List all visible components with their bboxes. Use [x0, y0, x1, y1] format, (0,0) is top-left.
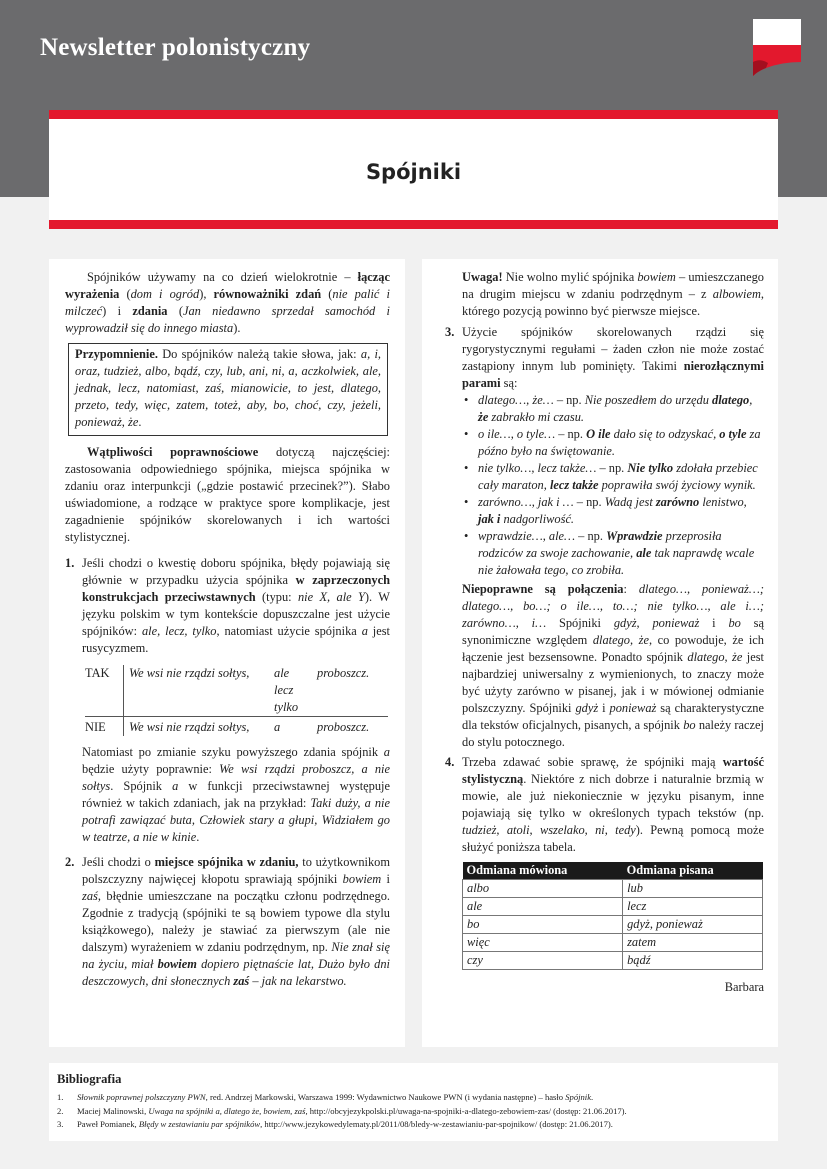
bibliography-title: Bibliografia [57, 1072, 122, 1086]
table-header-row: Odmiana mówiona Odmiana pisana [463, 862, 763, 880]
point-2: 2. Jeśli chodzi o miejsce spójnika w zdaniu, to użytkownikom polszczyzny najwięcej kłopotu sprawiają spójniki bowiem i zaś, błędnie umieszczane na początku członu podrzędnego. Zgodnie z tradycją (spójniki te są bowiem typowe dla stylu książkowego), należy je stawiać za pierwszym (ale nie dalszym) wyrażeniem w zdaniu podrzędnym, np. Nie znał się na życiu, miał bowiem dopiero piętnaście lat, Dużo było dni deszczowych, dni słonecznych zaś – jak na lekarstwo. [65, 855, 391, 988]
bibliography-item: 3. Paweł Pomianek, Błędy w zestawianiu par spójników, http://www.jezykowedylematy.pl/2011/08/bledy-w-zestawianiu-par-spojnikow/ (dostęp: 21.06.2017). [57, 1119, 613, 1129]
newsletter-title: Newsletter polonistyczny [40, 34, 311, 61]
polish-flag-icon [752, 18, 802, 76]
list-item: • dlatego…, że… – np. Nie poszedłem do urzędu dlatego, że zabrakło mi czasu. [464, 393, 753, 424]
title-box [49, 110, 778, 229]
list-item: • nie tylko…, lecz także… – np. Nie tylko zdołała przebiec cały maraton, lecz także poprawiła swój życiowy wynik. [464, 461, 758, 492]
table-row: czy bądź [463, 952, 763, 970]
left-column [49, 259, 405, 1047]
reminder-box: Przypomnienie. Do spójników należą takie słowa, jak: a, i, oraz, tudzież, albo, bądź, czy, lub, ani, ni, a, aczkolwiek, ale, jednak, lecz, natomiast, zaś, mianowicie, to jest, dlatego, przeto, tedy, więc, zatem, toteż, aby, bo, choć, czy, jeżeli, ponieważ, że. [68, 343, 388, 436]
doubts-paragraph: Wątpliwości poprawnościowe dotyczą najczęściej: zastosowania odpowiedniego spójnika, miejsca spójnika w zdaniu oraz interpunkcji („gdzie postawić przecinek?”). Słabo uświadomione, a rodzące w praktyce spore komplikacje, jest zagadnienie spójników skorelowanych i ich wartości stylistycznej. [65, 445, 390, 544]
incorrect-paragraph: Niepoprawne są połączenia: dlatego…, ponieważ…; dlatego…, bo…; o ile…, to…; nie tylko…, ale i…; zarówno…, i… Spójniki gdyż, ponieważ i bo są synonimiczne względem dlatego, że, co powoduje, że ich łączenie jest bezsensowne. Ponadto spójnik dlatego, że jest najbardziej uniwersalny z wymienionych, to znaczy może być użyty zarówno w pisanej, jak i w mówionej odmianie polszczyzny. Spójniki gdyż i ponieważ są charakterystyczne dla tekstów oficjalnych, pisanych, a spójnik bo należy raczej do stylu potocznego. [462, 582, 765, 749]
list-item: • wprawdzie…, ale… – np. Wprawdzie przeprosiła rodziców za swoje zachowanie, ale tak naprawdę wcale nie żałowała tego, co zrobiła. [464, 529, 755, 577]
intro-paragraph: Spójników używamy na co dzień wielokrotnie – łącząc wyrażenia (dom i ogród), równoważniki zdań (nie palić i milczeć) i zdania (Jan niedawno sprzedał samochód i wyprowadził się do innego miasta). [65, 270, 390, 335]
point-3: 3. Użycie spójników skorelowanych rządzi się rygorystycznymi regułami – żaden człon nie może zostać zastąpiony innym lub pominięty. Takimi nierozłącznymi parami są: • dlatego…, że… – np. Nie poszedłem do urzędu dlatego, że zabrakło mi czasu. • o ile…, o tyle… – np. O ile dało się to odzyskać, o tyle za późno było na świętowanie. • nie tylko…, lecz także… – np. Nie tylko zdołała przebiec cały maraton, lecz także poprawiła swój życiowy wynik. • zarówno…, jak i … – np. Wadą jest zarówno lenistwo, jak i nadgorliwość. • wprawdzie…, ale… – np. Wprawdzie przeprosiła rodziców za swoje zachowanie, ale tak naprawdę wcale nie żałowała tego, co zrobiła. Niepoprawne są połączenia: dlatego…, ponieważ…; dlatego…, bo…; o ile…, to…; nie tylko…, ale i…; zarówno…, i… Spójniki gdyż, ponieważ i bo są synonimiczne względem dlatego, że, co powoduje, że ich łączenie jest bezsensowne. Ponadto spójnik dlatego, że jest najbardziej uniwersalny z wymienionych, to znaczy może być użyty zarówno w pisanej, jak i w mówionej odmianie polszczyzny. Spójniki gdyż i ponieważ są charakterystyczne dla tekstów oficjalnych, pisanych, a spójnik bo należy raczej do stylu potocznego. [445, 325, 765, 749]
point-4: 4. Trzeba zdawać sobie sprawę, że spójniki mają wartość stylistyczną. Niektóre z nich dobrze i naturalnie brzmią w mowie, ale już niekoniecznie w języku pisanym, inne pojawiają się tylko w określonych typach tekstów (np. tudzież, atoli, wszelako, ni, tedy). Pewną pomocą może służyć poniższa tabela. Odmiana mówiona Odmiana pisana albo lub ale lecz bo gdyż, ponieważ więc zatem czy bądź [445, 754, 764, 970]
table-row: bo gdyż, ponieważ [463, 916, 763, 934]
table-row: TAK We wsi nie rządzi sołtys, ale lecz tylko proboszcz. [85, 665, 388, 717]
table-row: więc zatem [463, 934, 763, 952]
point-1: 1. Jeśli chodzi o kwestię doboru spójnika, błędy pojawiają się głównie w przypadku użycia spójnika w zaprzeczonych konstrukcjach przeciwstawnych (typu: nie X, ale Y). W języku polskim w tym kontekście dopuszczalne jest użycie spójników: ale, lecz, tylko, natomiast użycie spójnika a jest rusycyzmem. TAK We wsi nie rządzi sołtys, ale lecz tylko proboszcz. NIE We wsi nie rządzi sołtys, a proboszcz. Natomiast po zmianie szyku powyższego zdania spójnik a będzie użyty poprawnie: We wsi rządzi proboszcz, a nie sołtys. Spójnik a w funkcji przeciwstawnej występuje również w takich zdaniach, jak na przykład: Taki duży, a nie potrafi zawiązać buta, Człowiek stary a głupi, Widziałem go w teatrze, a nie w kinie. [65, 556, 390, 844]
list-item: • o ile…, o tyle… – np. O ile dało się to odzyskać, o tyle za późno było na świętowanie. [464, 427, 761, 458]
right-column [422, 259, 778, 1047]
bibliography-item: 2. Maciej Malinowski, Uwaga na spójniki a, dlatego że, bowiem, zaś, http://obcyjezykpolski.pl/uwaga-na-spojniki-a-dlatego-zebowiem-zas/ (dostęp: 21.06.2017). [57, 1105, 627, 1116]
warning-paragraph: Uwaga! Nie wolno mylić spójnika bowiem – umieszczanego na drugim miejscu w zdaniu podrzędnym – z albowiem, którego pozycją powinno być pierwsze miejsce. [462, 270, 765, 318]
page-title: Spójniki [365, 160, 462, 184]
table-row: ale lecz [463, 898, 763, 916]
bibliography [49, 1063, 778, 1141]
table-row: albo lub [463, 880, 763, 898]
pairs-list [462, 392, 764, 579]
list-item: • zarówno…, jak i … – np. Wadą jest zarówno lenistwo, jak i nadgorliwość. [464, 495, 747, 526]
author: Barbara [724, 980, 764, 994]
example-table [85, 665, 388, 736]
bibliography-item: 1. Słownik poprawnej polszczyzny PWN, red. Andrzej Markowski, Warszawa 1999: Wydawnictwo Naukowe PWN (i wydania następne) – hasło Spójnik. [57, 1092, 594, 1102]
table-row: NIE We wsi nie rządzi sołtys, a proboszcz. [85, 717, 388, 737]
register-table [462, 862, 763, 970]
